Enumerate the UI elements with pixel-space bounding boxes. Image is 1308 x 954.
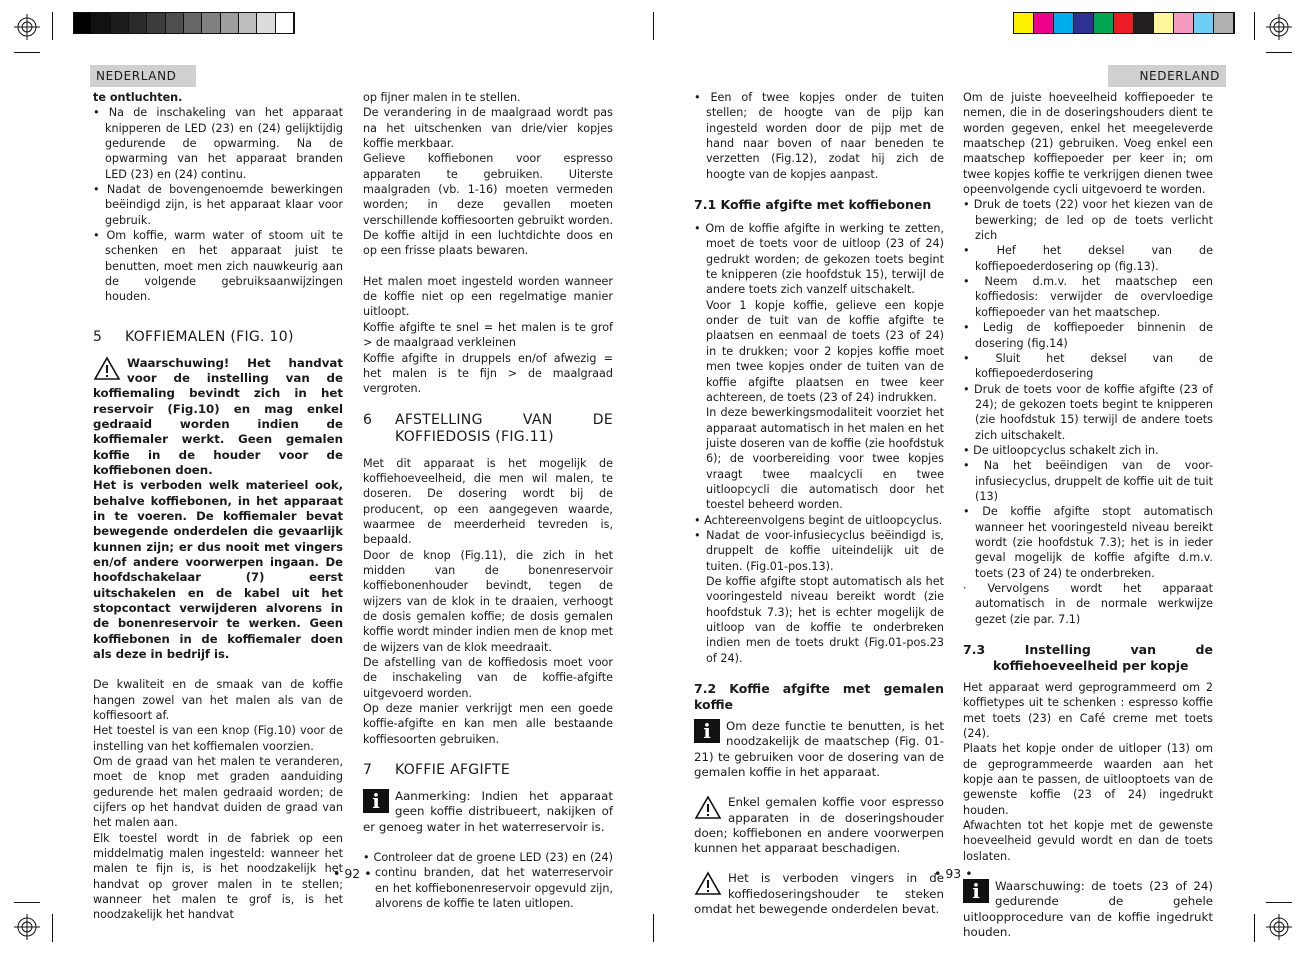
paragraph: Koffie afgifte te snel = het malen is te grof > de maalgraad verkleinen xyxy=(363,320,613,350)
paragraph: De afstelling van de koffiedosis moet voor de inschakeling van de koffie-afgifte uitgevoerd worden. xyxy=(363,656,613,700)
paragraph: Voor 1 kopje koffie, gelieve een kopje onder de tuit van de koffie afgifte te plaatsen en eenmaal de toets (23 of 24) in te drukken; voor 2 kopjes koffie moet men twee kopjes onder de tuiten van de koffie afgifte plaatsen en twee keer achtereen, de toets (23 of 24) indrukken. xyxy=(706,298,944,404)
section-heading-7: 7 KOFFIE AFGIFTE xyxy=(363,762,510,779)
subsection-heading-7-2: 7.2 Koffie afgifte met gemalen koffie xyxy=(694,681,944,713)
list-item: • Druk de toets voor de koffie afgifte (23 of 24); de gekozen toets begint te knipperen (zie hoofdstuk 15) terwijl de andere toets zich uitschakelt. xyxy=(963,382,1213,442)
color-swatch xyxy=(92,13,110,33)
color-calibration-bar xyxy=(1013,12,1235,34)
color-swatch xyxy=(202,13,220,33)
warning-paragraph: Het is verboden welk materieel ook, behalve koffiebonen, in het apparaat in te voeren. De koffiemaler bevat bewegende onderdelen die gevaarlijk kunnen zijn; er dus nooit met vingers en/of andere voorwerpen ingaan. De hoofdschakelaar (7) eerst uitschakelen en de kabel uit het stopcontact verwijderen alvorens in de bonenreservoir te werken. Geen koffiebonen in de koffiemaler doen als deze in bedrijf is. xyxy=(93,478,343,661)
crop-mark xyxy=(1266,902,1292,903)
crop-mark xyxy=(1254,12,1255,40)
color-swatch xyxy=(1094,13,1114,33)
color-swatch xyxy=(1134,13,1154,33)
list-item: • Ledig de koffiepoeder binnenin de dosering (fig.14) xyxy=(963,321,1213,350)
right-page-column-1 xyxy=(694,90,944,917)
crop-mark xyxy=(52,12,53,40)
info-icon: i xyxy=(363,789,389,813)
paragraph: op fijner malen in te stellen. xyxy=(363,91,521,104)
color-swatch xyxy=(111,13,129,33)
page-number-left: • 92 • xyxy=(333,866,372,881)
section-heading-6: 6 AFSTELLING VAN DE KOFFIEDOSIS (FIG.11) xyxy=(363,411,613,445)
info-icon: i xyxy=(963,879,989,903)
list-item: • Hef het deksel van de koffiepoederdosering op (fig.13). xyxy=(963,244,1213,273)
warning-triangle-icon xyxy=(694,795,722,824)
registration-mark-bottom-left xyxy=(14,914,40,940)
paragraph: Het toestel is van een knop (Fig.10) voor de instelling van het koffiemalen voorzien. xyxy=(93,724,343,753)
warning-notice: Enkel gemalen koffie voor espresso apparaten in de doseringshouder doen; koffiebonen en andere voorwerpen kunnen het apparaat beschadigen. xyxy=(694,795,944,856)
crop-mark xyxy=(14,902,40,903)
list-item: • Druk de toets (22) voor het kiezen van de bewerking; de led op de toets verlicht zich xyxy=(963,198,1213,243)
left-page-column-2 xyxy=(363,90,613,911)
list-item: • Neem d.m.v. het maatschep een koffiedosis: verwijder de overvloedige koffiepoeder van het maatschep. xyxy=(963,275,1213,319)
warning-notice: Waarschuwing! Het handvat voor de instelling van de koffiemaling bevindt zich in het reservoir (Fig.10) en mag enkel gedraaid worden indien de koffiemaler werkt. Geen gemalen koffie in de houder voor de koffiebonen doen. xyxy=(93,355,343,477)
paragraph: De verandering in de maalgraad wordt pas na het uitschenken van drie/vier kopjes koffie merkbaar. xyxy=(363,106,613,151)
paragraph: te ontluchten. xyxy=(93,91,183,104)
warning-triangle-icon xyxy=(694,871,722,900)
crop-mark xyxy=(653,914,654,942)
registration-mark-top-right xyxy=(1266,14,1292,40)
info-notice: i Aanmerking: Indien het apparaat geen koffie distribueert, nakijken of er genoeg water in het waterreservoir is. xyxy=(363,789,613,834)
paragraph: Op deze manier verkrijgt men een goede koffie-afgifte en kan men alle bestaande koffiesoorten gebruiken. xyxy=(363,702,613,746)
list-item: • Sluit het deksel van de koffiepoederdosering xyxy=(963,351,1213,381)
list-item: • Achtereenvolgens begint de uitloopcyclus. xyxy=(694,513,943,527)
paragraph: Het malen moet ingesteld worden wanneer de koffie niet op een regelmatige manier uitloopt. xyxy=(363,274,613,319)
color-swatch xyxy=(1074,13,1094,33)
paragraph: Elk toestel wordt in de fabriek op een middelmatig malen ingesteld: wanneer het malen te fijn is, is het noodzakelijk het handvat op grover malen in te stellen; wanneer het malen te grof is, is het noodzakelijk het handvat xyxy=(93,831,343,922)
list-item: • Om koffie, warm water of stoom uit te schenken en het apparaat juist te benutten, moet men zich nauwkeurig aan de volgende gebruiksaanwijzingen houden. xyxy=(93,229,343,304)
section-heading-5: 5 KOFFIEMALEN (FIG. 10) xyxy=(93,328,294,345)
color-swatch xyxy=(1194,13,1214,33)
registration-mark-bottom-right xyxy=(1266,914,1292,940)
color-swatch xyxy=(276,13,294,33)
right-page-column-2 xyxy=(963,90,1213,940)
paragraph: Gelieve koffiebonen voor espresso apparaten te gebruiken. Uiterste maalgraden (vb. 1-16) moeten vermeden worden; in deze gevallen moeten verschillende koffiesoorten gebruikt worden. De koffie altijd in een luchtdichte doos en op een frisse plaats bewaren. xyxy=(363,152,614,258)
crop-mark xyxy=(52,914,53,942)
list-item: · Vervolgens wordt het apparaat automatisch in de normale werkwijze gezet (zie par. 7.1) xyxy=(963,582,1213,626)
registration-mark-top-left xyxy=(14,14,40,40)
language-tab-right: NEDERLAND xyxy=(1108,65,1226,87)
color-swatch xyxy=(1214,13,1234,33)
list-item: • Nadat de bovengenoemde bewerkingen beëindigd zijn, is het apparaat klaar voor gebruik. xyxy=(93,183,343,227)
color-swatch xyxy=(257,13,275,33)
paragraph: Afwachten tot het kopje met de gewenste hoeveelheid gevuld wordt en dan de toets loslaten. xyxy=(963,819,1213,863)
paragraph: Om de juiste hoeveelheid koffiepoeder te nemen, die in de doseringshouders dient te worden gegeven, enkel het meegeleverde maatschep (21) gebruiken. Voeg enkel een maatschep koffiepoeder per keer in; om twee kopjes koffie te verkrijgen dienen twee opeenvolgende cycli uitgevoerd te worden. xyxy=(963,91,1213,197)
subsection-heading-7-1: 7.1 Koffie afgifte met koffiebonen xyxy=(694,197,932,213)
color-swatch xyxy=(1154,13,1174,33)
color-swatch xyxy=(1174,13,1194,33)
crop-mark xyxy=(1254,914,1255,942)
color-swatch xyxy=(239,13,257,33)
list-item: • Na de inschakeling van het apparaat knipperen de LED (23) en (24) gelijktijdig gedurende de opwarming. Na de opwarming van het apparaat branden LED (23) en (24) continu. xyxy=(93,106,343,181)
info-icon: i xyxy=(694,719,720,743)
info-notice: i Om deze functie te benutten, is het noodzakelijk de maatschep (Fig. 01-21) te gebruiken voor de dosering van de gemalen koffie in het apparaat. xyxy=(694,719,944,779)
paragraph: Plaats het kopje onder de uitloper (13) om de geprogrammeerde waarden aan het kopje aan te passen, de uitlooptoets van de gewenste koffie (23 of 24) ingedrukt houden. xyxy=(963,742,1213,817)
info-notice: i Waarschuwing: de toets (23 of 24) gedurende de gehele uitloopprocedure van de koffie ingedrukt houden. xyxy=(963,879,1213,940)
color-swatch xyxy=(1054,13,1074,33)
color-swatch xyxy=(221,13,239,33)
color-swatch xyxy=(129,13,147,33)
left-page-column-1 xyxy=(93,90,343,923)
list-item: • Na het beëindigen van de voor-infusiecyclus, druppelt de koffie uit de tuit (13) xyxy=(963,459,1213,503)
crop-mark xyxy=(1266,52,1292,53)
warning-notice: Het is verboden vingers in de koffiedoseringshouder te steken omdat het bewegende onderdelen bevat. xyxy=(694,871,944,916)
language-tab-left: NEDERLAND xyxy=(90,65,196,87)
color-swatch xyxy=(1034,13,1054,33)
warning-triangle-icon xyxy=(93,356,121,385)
list-item: • De uitloopcyclus schakelt zich in. xyxy=(963,443,1159,457)
crop-mark xyxy=(653,12,654,40)
crop-mark xyxy=(14,52,40,53)
color-swatch xyxy=(166,13,184,33)
paragraph: De kwaliteit en de smaak van de koffie hangen zowel van het malen als van de koffiesoort af. xyxy=(93,678,343,722)
list-item: • De koffie afgifte stopt automatisch wanneer het vooringesteld niveau bereikt wordt (zie hoofdstuk 7.3); het is in ieder geval mogelijk de koffie afgifte d.m.v. toets (23 of 24) te onderbreken. xyxy=(963,505,1213,580)
grayscale-calibration-bar xyxy=(73,12,295,34)
subsection-heading-7-3: 7.3 Instelling van de koffiehoeveelheid per kopje xyxy=(963,642,1213,674)
paragraph: Om de graad van het malen te veranderen, moet de knop met graden aanduiding gedurende het malen gedraaid worden; de cijfers op het handvat duiden de graad van het malen aan. xyxy=(93,755,343,830)
list-item: • Een of twee kopjes onder de tuiten stellen; de hoogte van de pijp kan ingesteld worden door de pijp met de hand naar boven of naar beneden te verzetten (Fig.12), zodat hij zich de hoogte van de kopjes aanpast. xyxy=(694,91,944,181)
paragraph: Het apparaat werd geprogrammeerd om 2 koffietypes uit te schenken : espresso koffie met toets (23) en Café creme met toets (24). xyxy=(963,681,1213,741)
color-swatch xyxy=(1014,13,1034,33)
paragraph: Koffie afgifte in druppels en/of afwezig = het malen is te fijn > de maalgraad vergroten. xyxy=(363,351,613,396)
color-swatch xyxy=(147,13,165,33)
color-swatch xyxy=(1114,13,1134,33)
paragraph: Door de knop (Fig.11), die zich in het midden van de bonenreservoir koffiebonenhouder bevindt, tegen de wijzers van de klok in te draaien, verhoogt de dosis gemalen koffie; de dosis gemalen koffie wordt minder indien men de knop met de wijzers van de klok meedraait. xyxy=(363,548,614,654)
page-number-right: • 93 • xyxy=(934,866,973,881)
paragraph: De koffie afgifte stopt automatisch als het vooringesteld niveau bereikt wordt (zie hoofdstuk 7.3); het is echter mogelijk de uitloop van de koffie te onderbreken indien men de toets drukt (Fig.01-pos.23 of 24). xyxy=(706,574,944,665)
color-swatch xyxy=(184,13,202,33)
paragraph: In deze bewerkingsmodaliteit voorziet het apparaat automatisch in het malen en het juiste doseren van de koffie (zie hoofdstuk 6); de voorbereiding voor twee kopjes vraagt twee maalcycli en twee uitloopcycli die automatisch door het toestel beheerd worden. xyxy=(706,406,944,512)
list-item: • Nadat de voor-infusiecyclus beëindigd is, druppelt de koffie uiteindelijk uit de tuiten. (Fig.01-pos.13). xyxy=(694,528,944,573)
color-swatch xyxy=(74,13,92,33)
list-item: • Controleer dat de groene LED (23) en (24) continu branden, dat het waterreservoir en het koffiebonenreservoir opgevuld zijn, alvorens de koffie te laten uitlopen. xyxy=(363,850,613,910)
paragraph: Met dit apparaat is het mogelijk de koffiehoeveelheid, die men wil malen, te doseren. De dosering wordt bij de producent, op een aangegeven waarde, waarmee de meerderheid tevreden is, bepaald. xyxy=(363,456,613,547)
list-item: • Om de koffie afgifte in werking te zetten, moet de toets voor de uitloop (23 of 24) gedrukt worden; de gekozen toets begint te knipperen (zie hoofdstuk 15), terwijl de andere toets zich vanzelf uitschakelt. xyxy=(694,222,944,297)
